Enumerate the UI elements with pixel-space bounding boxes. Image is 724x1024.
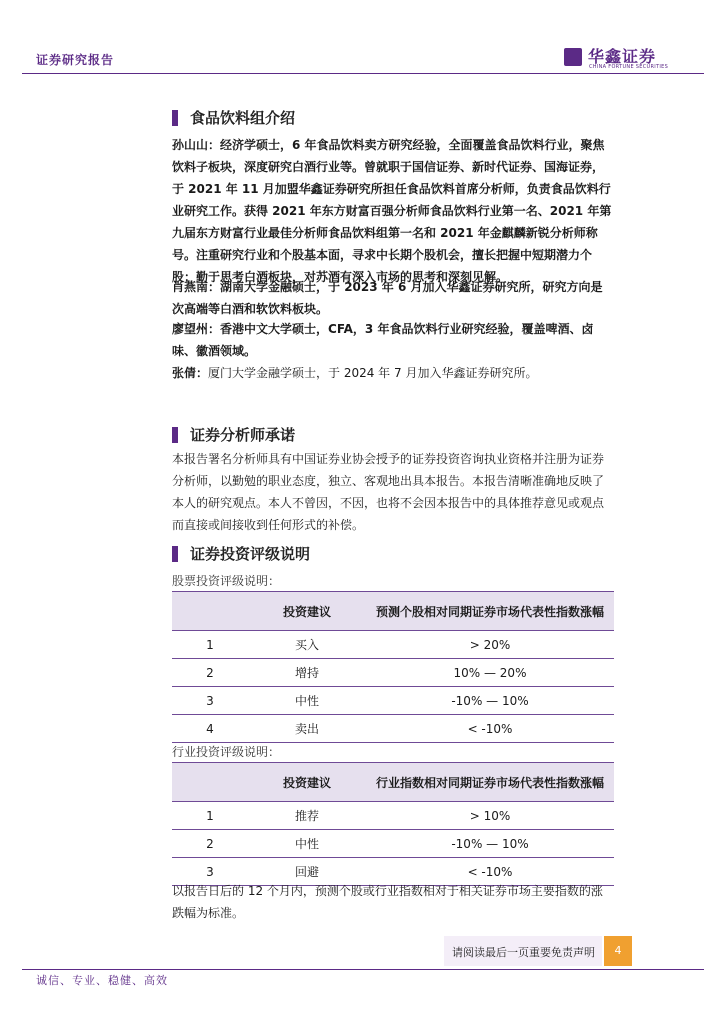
member-text: 经济学硕士，6 年食品饮料卖方研究经验，全面覆盖食品饮料行业，聚焦饮料子板块，深度研究白酒行业等。曾就职于国信证券、新时代证券、国海证券，于 2021 年 11 月加盟华鑫证券研究所担任食品饮料首席分析师，负责食品饮料行业研究工作。获得 2021 年东方财富百强分析师食品饮料行业第一名、2021 年第九届东方财富行业最佳分析师食品饮料组第一名和 2021 年金麒麟新锐分析师称号。注重研究行业和个股基本面，寻求中长期个股机会，擅长把握中短期潜力个股；勤于思考白酒板块，对苏酒有深入市场的思考和深刻见解。 <box>172 138 612 284</box>
table-header-cell: 行业指数相对同期证券市场代表性指数涨幅 <box>366 763 614 802</box>
stock-rating-label: 股票投资评级说明： <box>172 574 281 588</box>
table-cell: 1 <box>172 631 248 659</box>
table-row <box>172 687 614 715</box>
stock-rating-table <box>172 591 614 743</box>
table-header-row <box>172 592 614 631</box>
footer-divider <box>22 969 704 970</box>
table-header-cell: 投资建议 <box>248 763 366 802</box>
member-text: 香港中文大学硕士，CFA，3 年食品饮料行业研究经验，覆盖啤酒、卤味、徽酒领域。 <box>172 322 594 358</box>
member-name: 肖燕南： <box>172 280 221 294</box>
table-cell: > 20% <box>366 631 614 659</box>
table-cell: 买入 <box>248 631 366 659</box>
table-cell: < -10% <box>366 715 614 743</box>
table-row <box>172 659 614 687</box>
table-cell: 卖出 <box>248 715 366 743</box>
table-cell: -10% — 10% <box>366 830 614 858</box>
industry-rating-label: 行业投资评级说明： <box>172 745 281 759</box>
table-cell: 3 <box>172 858 248 886</box>
table-cell: 10% — 20% <box>366 659 614 687</box>
team-member-bio <box>172 134 614 288</box>
section-marker-icon <box>172 110 178 126</box>
table-cell: 4 <box>172 715 248 743</box>
section-heading-pledge: 证券分析师承诺 <box>190 426 296 444</box>
company-logo-text: 华鑫证券 <box>588 47 657 66</box>
table-cell: 2 <box>172 830 248 858</box>
section-heading-team: 食品饮料组介绍 <box>190 109 296 127</box>
team-member-bio <box>172 276 614 320</box>
table-cell: 增持 <box>248 659 366 687</box>
footer-motto: 诚信、专业、稳健、高效 <box>36 974 168 987</box>
table-cell: 中性 <box>248 687 366 715</box>
table-cell: > 10% <box>366 802 614 830</box>
table-cell: 中性 <box>248 830 366 858</box>
table-row <box>172 631 614 659</box>
member-text: 厦门大学金融学硕士，于 2024 年 7 月加入华鑫证券研究所。 <box>208 366 538 380</box>
table-header-cell: 预测个股相对同期证券市场代表性指数涨幅 <box>366 592 614 631</box>
member-name: 孙山山： <box>172 138 221 152</box>
table-header-cell: 投资建议 <box>248 592 366 631</box>
table-cell: < -10% <box>366 858 614 886</box>
table-cell: -10% — 10% <box>366 687 614 715</box>
member-name: 张倩： <box>172 366 209 380</box>
table-cell: 2 <box>172 659 248 687</box>
section-heading-rating: 证券投资评级说明 <box>190 545 311 563</box>
header-title: 证券研究报告 <box>36 53 115 67</box>
table-row <box>172 830 614 858</box>
table-header-cell <box>172 592 248 631</box>
table-cell: 推荐 <box>248 802 366 830</box>
pledge-text: 本报告署名分析师具有中国证券业协会授予的证券投资咨询执业资格并注册为证券分析师，以勤勉的职业态度，独立、客观地出具本报告。本报告清晰准确地反映了本人的研究观点。本人不曾因，不因，也将不会因本报告中的具体推荐意见或观点而直接或间接收到任何形式的补偿。 <box>172 452 605 532</box>
industry-rating-table <box>172 762 614 886</box>
company-logo-icon <box>564 48 582 66</box>
section-marker-icon <box>172 546 178 562</box>
table-row <box>172 802 614 830</box>
table-row <box>172 715 614 743</box>
page-number: 4 <box>614 944 622 957</box>
table-header-cell <box>172 763 248 802</box>
table-cell: 回避 <box>248 858 366 886</box>
company-logo-english: CHINA FORTUNE SECURITIES <box>589 64 669 70</box>
team-member-bio <box>172 362 614 384</box>
table-cell: 1 <box>172 802 248 830</box>
table-header-row <box>172 763 614 802</box>
member-text: 湖南大学金融硕士，于 2023 年 6 月加入华鑫证券研究所，研究方向是次高端等白酒和软饮料板块。 <box>172 280 603 316</box>
section-marker-icon <box>172 427 178 443</box>
table-cell: 3 <box>172 687 248 715</box>
member-name: 廖望州： <box>172 322 221 336</box>
rating-note: 以报告日后的 12 个月内，预测个股或行业指数相对于相关证券市场主要指数的涨跌幅为标准。 <box>172 884 603 920</box>
disclaimer-text: 请阅读最后一页重要免责声明 <box>452 946 595 959</box>
team-member-bio <box>172 318 614 362</box>
header-divider <box>22 73 704 74</box>
